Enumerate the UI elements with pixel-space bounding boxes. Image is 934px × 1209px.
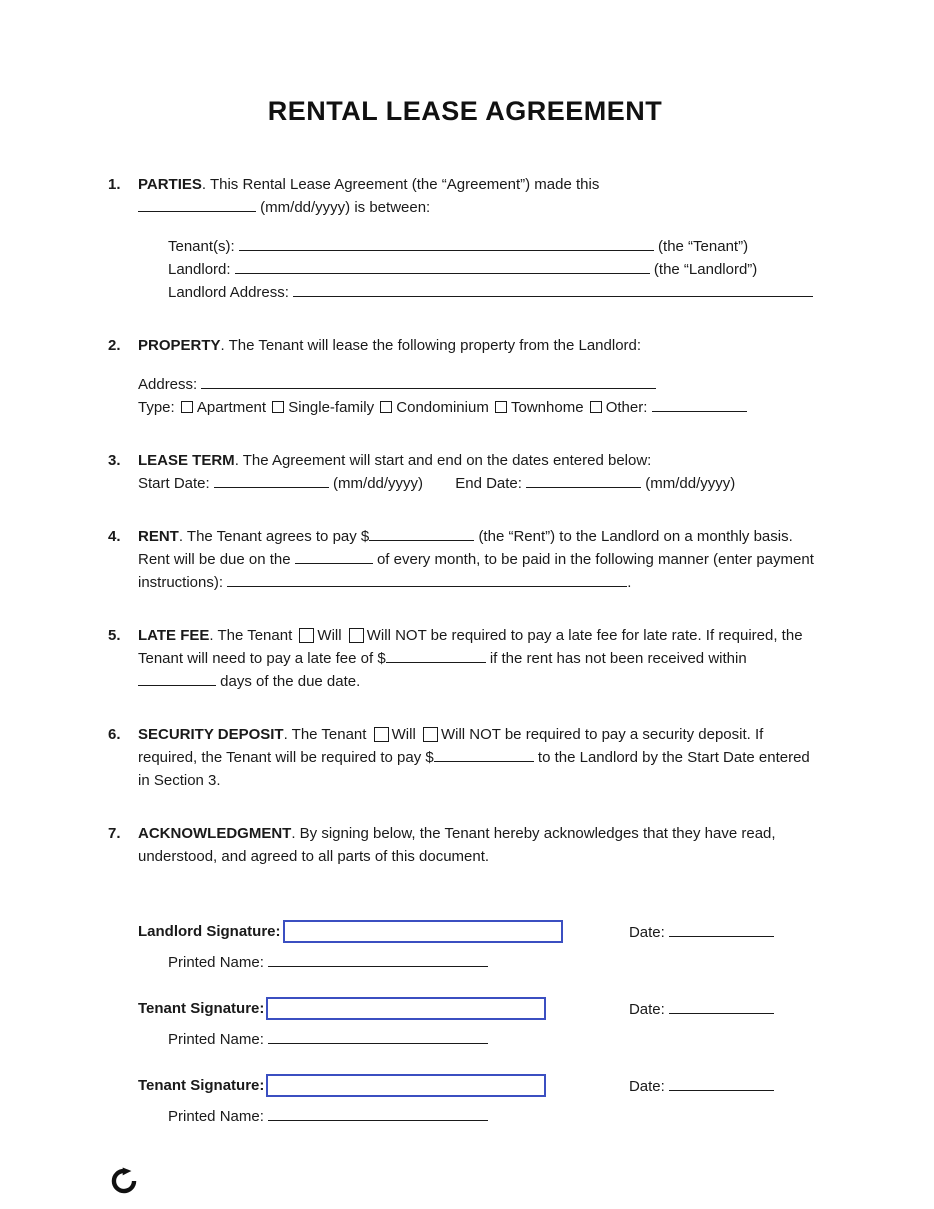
payment-instructions-blank	[227, 573, 627, 587]
landlord-name-blank	[235, 260, 650, 274]
parties-fields	[168, 235, 822, 304]
section-rent	[108, 525, 822, 594]
checkbox-apartment[interactable]	[181, 401, 193, 413]
section-number: 1.	[108, 176, 121, 193]
landlord-suffix: (the “Landlord”)	[653, 261, 758, 278]
tenant-signature-label-1: Tenant Signature:	[138, 1000, 265, 1017]
lease-term-text	[138, 449, 822, 495]
deposit-amount-blank	[434, 748, 534, 762]
tenant-signature-row-1	[138, 997, 822, 1020]
landlord-signature-field[interactable]	[283, 920, 563, 943]
section-number: 5.	[108, 627, 121, 644]
deposit-will-not-checkbox[interactable]	[423, 727, 438, 742]
late-fee-p3: if the rent has not been received within	[489, 650, 747, 667]
lease-term-intro: . The Agreement will start and end on the dates entered below:	[234, 452, 652, 469]
landlord-printed-label: Printed Name:	[168, 954, 264, 971]
tenant-signature-field-2[interactable]	[266, 1074, 546, 1097]
end-date-label: End Date:	[455, 475, 522, 492]
townhome-label: Townhome	[511, 399, 584, 416]
rent-p3: of every month, to be paid in the following manner (enter payment instructions):	[138, 551, 814, 591]
section-acknowledgment	[108, 822, 822, 868]
section-number: 6.	[108, 726, 121, 743]
landlord-date-group	[629, 923, 774, 941]
property-fields	[138, 373, 822, 419]
start-date-format: (mm/dd/yyyy)	[333, 475, 424, 492]
lease-term-heading: LEASE TERM	[138, 452, 235, 469]
tenant-printed-blank-2	[268, 1107, 488, 1121]
start-date-blank	[214, 474, 329, 488]
landlord-signature-row	[138, 920, 822, 943]
tenant-date-blank-2	[669, 1077, 774, 1091]
security-deposit-p2: be required to pay a security deposit. If required, the Tenant will be required to pay $	[138, 726, 764, 766]
tenant-printed-label-1: Printed Name:	[168, 1031, 264, 1048]
tenant-printed-row-1	[168, 1030, 822, 1048]
security-deposit-heading: SECURITY DEPOSIT	[138, 726, 284, 743]
late-fee-p2: be required to pay a late fee for late rate. If required, the Tenant will need to pay a late fee of $	[138, 627, 803, 667]
landlord-printed-blank	[268, 953, 488, 967]
landlord-address-label: Landlord Address:	[168, 284, 289, 301]
tenant-label: Tenant(s):	[168, 238, 235, 255]
parties-heading: PARTIES	[138, 176, 202, 193]
landlord-date-label: Date:	[628, 923, 665, 941]
acknowledgment-body: . By signing below, the Tenant hereby acknowledges that they have read, understood, and agreed to all parts of this document.	[138, 825, 776, 865]
single-family-label: Single-family	[288, 399, 375, 416]
section-parties	[108, 173, 822, 304]
late-fee-days-blank	[138, 672, 216, 686]
security-deposit-text	[138, 723, 822, 792]
tenant-signature-group-1	[138, 997, 822, 1048]
parties-intro-2: (mm/dd/yyyy) is between:	[260, 199, 431, 216]
tenant-line	[168, 235, 822, 258]
end-date-blank	[526, 474, 641, 488]
parties-intro: . This Rental Lease Agreement (the “Agreement”) made this	[201, 176, 600, 193]
property-address-line	[138, 373, 822, 396]
property-type-line	[138, 396, 822, 419]
rent-text	[138, 525, 822, 594]
tenant-name-blank	[239, 237, 654, 251]
late-fee-will-not-checkbox[interactable]	[349, 628, 364, 643]
rent-amount-blank	[369, 527, 474, 541]
checkbox-townhome[interactable]	[495, 401, 507, 413]
agreement-date-blank	[138, 198, 256, 212]
deposit-will-not-label: Will NOT	[440, 726, 501, 743]
other-label: Other:	[605, 399, 648, 416]
late-fee-p1: . The Tenant	[209, 627, 293, 644]
landlord-signature-group	[138, 920, 822, 971]
late-fee-will-label: Will	[317, 627, 342, 644]
landlord-line	[168, 258, 822, 281]
tenant-signature-group-2	[138, 1074, 822, 1125]
section-number: 4.	[108, 528, 121, 545]
section-security-deposit	[108, 723, 822, 792]
landlord-address-blank	[293, 283, 813, 297]
property-address-blank	[201, 375, 656, 389]
section-lease-term	[108, 449, 822, 495]
tenant-printed-label-2: Printed Name:	[168, 1108, 264, 1125]
section-late-fee	[108, 624, 822, 693]
section-property	[108, 334, 822, 419]
property-intro: . The Tenant will lease the following property from the Landlord:	[220, 337, 642, 354]
landlord-date-blank	[669, 923, 774, 937]
late-fee-will-not-label: Will NOT	[366, 627, 427, 644]
late-fee-text	[138, 624, 822, 693]
checkbox-single-family[interactable]	[272, 401, 284, 413]
end-date-format: (mm/dd/yyyy)	[645, 475, 736, 492]
deposit-will-label: Will	[391, 726, 416, 743]
tenant-signature-label-2: Tenant Signature:	[138, 1077, 265, 1094]
tenant-date-label-1: Date:	[628, 1000, 665, 1018]
section-number: 3.	[108, 452, 121, 469]
landlord-label: Landlord:	[168, 261, 231, 278]
parties-text	[138, 173, 822, 219]
property-heading: PROPERTY	[138, 337, 221, 354]
deposit-will-checkbox[interactable]	[374, 727, 389, 742]
page-title: RENTAL LEASE AGREEMENT	[267, 96, 663, 126]
acknowledgment-heading: ACKNOWLEDGMENT	[138, 825, 292, 842]
circular-arrow-icon	[110, 1167, 138, 1195]
tenant-suffix: (the “Tenant”)	[658, 238, 749, 255]
footer-logo	[110, 1167, 138, 1195]
tenant-signature-row-2	[138, 1074, 822, 1097]
rent-heading: RENT	[138, 528, 179, 545]
tenant-printed-row-2	[168, 1107, 822, 1125]
signature-area	[108, 920, 822, 1125]
late-fee-will-checkbox[interactable]	[299, 628, 314, 643]
rent-due-day-blank	[295, 550, 373, 564]
tenant-date-label-2: Date:	[628, 1077, 665, 1095]
rent-p1: . The Tenant agrees to pay $	[178, 528, 370, 545]
rent-p4: .	[627, 574, 632, 591]
property-text	[138, 334, 822, 357]
security-deposit-p3: to the Landlord by the Start Date entered in Section 3.	[138, 749, 810, 789]
checkbox-condominium[interactable]	[380, 401, 392, 413]
section-number: 7.	[108, 825, 121, 842]
landlord-address-line	[168, 281, 822, 304]
tenant-date-group-2	[629, 1077, 774, 1095]
other-type-blank	[652, 398, 747, 412]
tenant-printed-blank-1	[268, 1030, 488, 1044]
rent-p2: (the “Rent”) to the Landlord on a monthly basis. Rent will be due on the	[138, 528, 793, 568]
apartment-label: Apartment	[196, 399, 267, 416]
late-fee-p4: days of the due date.	[220, 673, 361, 690]
acknowledgment-text	[138, 822, 822, 868]
condominium-label: Condominium	[396, 399, 489, 416]
checkbox-other[interactable]	[590, 401, 602, 413]
property-type-label: Type:	[138, 399, 175, 416]
security-deposit-p1: . The Tenant	[283, 726, 367, 743]
tenant-date-group-1	[629, 1000, 774, 1018]
late-fee-amount-blank	[386, 649, 486, 663]
section-number: 2.	[108, 337, 121, 354]
landlord-signature-label: Landlord Signature:	[138, 923, 281, 940]
property-address-label: Address:	[138, 376, 198, 393]
start-date-label: Start Date:	[138, 475, 210, 492]
tenant-date-blank-1	[669, 1000, 774, 1014]
late-fee-heading: LATE FEE	[138, 627, 210, 644]
tenant-signature-field-1[interactable]	[266, 997, 546, 1020]
landlord-printed-row	[168, 953, 822, 971]
